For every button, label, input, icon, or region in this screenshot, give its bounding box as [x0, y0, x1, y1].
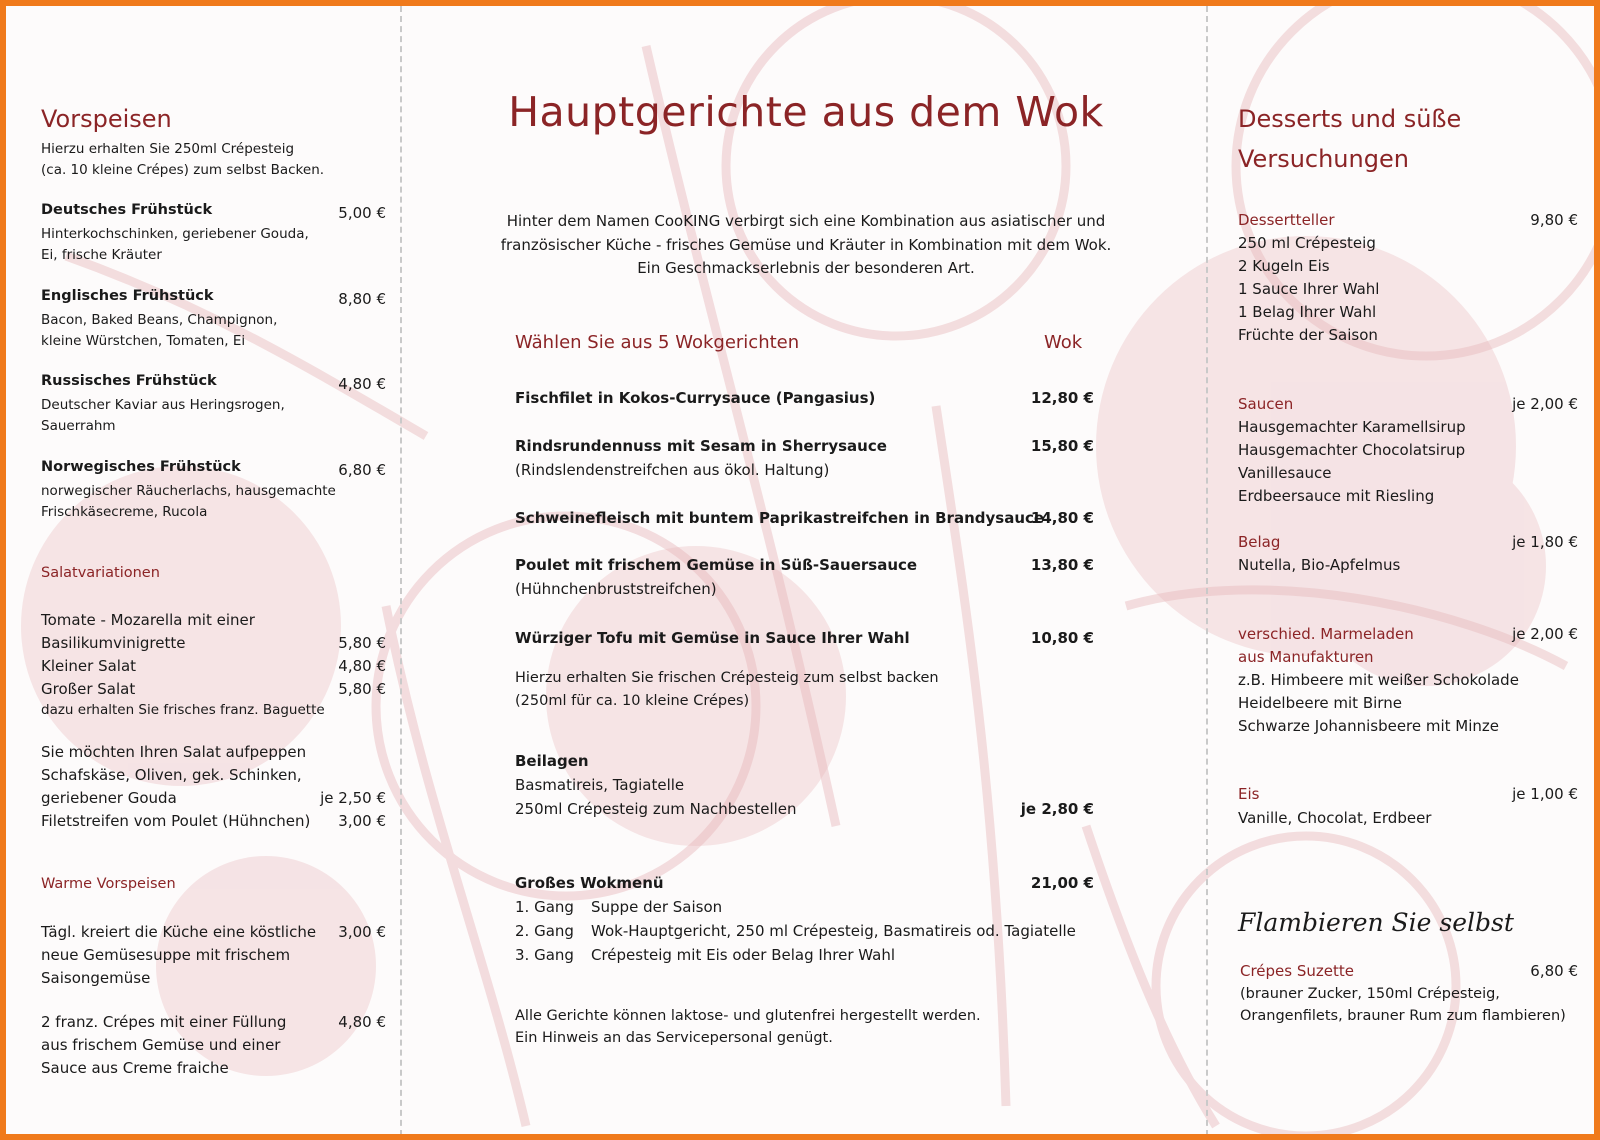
salad-line: Kleiner Salat: [41, 657, 137, 675]
dessert-section-title: verschied. Marmeladen: [1238, 625, 1414, 643]
wok-dish-name: Würziger Tofu mit Gemüse in Sauce Ihrer Wahl: [515, 629, 910, 647]
course-label: 3. Gang: [515, 946, 574, 964]
breakfast-title: Norwegisches Frühstück: [41, 459, 241, 475]
warm-starters-heading: Warme Vorspeisen: [41, 876, 176, 892]
wok-crepe-note-2: (250ml für ca. 10 kleine Crépes): [515, 693, 750, 709]
allergen-note-1: Alle Gerichte können laktose- und glutenfrei hergestellt werden.: [515, 1008, 981, 1024]
wok-dish-price: 14,80 €: [1030, 509, 1094, 527]
course-text: Wok-Hauptgericht, 250 ml Crépesteig, Basmatireis od. Tagiatelle: [591, 922, 1076, 940]
dessert-line: 250 ml Crépesteig: [1238, 234, 1376, 252]
breakfast-price: 4,80 €: [338, 375, 386, 393]
warm-item-line: Sauce aus Creme fraiche: [41, 1059, 229, 1077]
salads-heading: Salatvariationen: [41, 565, 160, 581]
warm-item-line: neue Gemüsesuppe mit frischem: [41, 946, 291, 964]
flambe-item-price: 6,80 €: [1530, 962, 1578, 980]
starters-intro-line-2: (ca. 10 kleine Crépes) zum selbst Backen.: [41, 162, 325, 178]
wok-dish-name: Rindsrundennuss mit Sesam in Sherrysauce: [515, 437, 887, 455]
fold-line-left: [400, 6, 402, 1140]
page-title: Hauptgerichte aus dem Wok: [508, 88, 1104, 136]
salad-price: 5,80 €: [338, 634, 386, 652]
dessert-line: Vanille, Chocolat, Erdbeer: [1238, 809, 1432, 827]
dessert-line: Früchte der Saison: [1238, 326, 1378, 344]
wok-dish-price: 12,80 €: [1030, 389, 1094, 407]
wok-crepe-note-1: Hierzu erhalten Sie frischen Crépesteig zum selbst backen: [515, 670, 939, 686]
breakfast-desc-1: norwegischer Räucherlachs, hausgemachte: [41, 483, 336, 499]
wok-menu-course: [515, 896, 723, 919]
dessert-section-price: je 2,00 €: [1512, 625, 1578, 643]
breakfast-title: Englisches Frühstück: [41, 288, 214, 304]
course-text: Suppe der Saison: [591, 898, 723, 916]
starters-intro-line-1: Hierzu erhalten Sie 250ml Crépesteig: [41, 141, 295, 157]
salad-extra-price: 3,00 €: [338, 812, 386, 830]
dessert-line: z.B. Himbeere mit weißer Schokolade: [1238, 671, 1519, 689]
starters-heading: Vorspeisen: [41, 105, 172, 133]
breakfast-title: Deutsches Frühstück: [41, 202, 213, 218]
dessert-section-subtitle: aus Manufakturen: [1238, 648, 1374, 666]
salad-line: Basilikumvinigrette: [41, 634, 186, 652]
allergen-note-2: Ein Hinweis an das Servicepersonal genügt.: [515, 1030, 833, 1046]
salad-extra-line: geriebener Gouda: [41, 789, 177, 807]
flambe-item-desc: Orangenfilets, brauner Rum zum flambieren): [1240, 1008, 1566, 1024]
dessert-line: Erdbeersauce mit Riesling: [1238, 487, 1435, 505]
salad-line: Tomate - Mozarella mit einer: [41, 611, 255, 629]
wok-dish-price: 10,80 €: [1030, 629, 1094, 647]
warm-item-line: Tägl. kreiert die Küche eine köstliche: [41, 923, 317, 941]
wok-dish-name: Fischfilet in Kokos-Currysauce (Pangasius): [515, 389, 876, 407]
warm-item-line: 2 franz. Crépes mit einer Füllung: [41, 1013, 287, 1031]
sides-price: je 2,80 €: [1020, 800, 1094, 818]
warm-item-price: 4,80 €: [338, 1013, 386, 1031]
dessert-line: Schwarze Johannisbeere mit Minze: [1238, 717, 1500, 735]
dessert-section-price: je 2,00 €: [1512, 395, 1578, 413]
salad-extra-line: Sie möchten Ihren Salat aufpeppen: [41, 743, 307, 761]
flambe-heading: Flambieren Sie selbst: [1238, 908, 1514, 937]
dessert-line: Vanillesauce: [1238, 464, 1332, 482]
course-label: 2. Gang: [515, 922, 574, 940]
breakfast-desc-2: kleine Würstchen, Tomaten, Ei: [41, 333, 246, 349]
wok-menu-course: [515, 920, 1076, 943]
salad-line: Großer Salat: [41, 680, 136, 698]
wok-dish-price: 13,80 €: [1030, 556, 1094, 574]
breakfast-price: 6,80 €: [338, 461, 386, 479]
dessert-section-price: je 1,00 €: [1512, 785, 1578, 803]
course-text: Crépesteig mit Eis oder Belag Ihrer Wahl: [591, 946, 896, 964]
salad-note: dazu erhalten Sie frisches franz. Baguette: [41, 702, 325, 718]
wok-menu-heading: Großes Wokmenü: [515, 874, 664, 892]
dessert-line: 1 Sauce Ihrer Wahl: [1238, 280, 1380, 298]
warm-item-price: 3,00 €: [338, 923, 386, 941]
dessert-section-title: Dessertteller: [1238, 211, 1335, 229]
dessert-section-title: Saucen: [1238, 395, 1294, 413]
flambe-item-title: Crépes Suzette: [1240, 962, 1354, 980]
wok-dish-name: Poulet mit frischem Gemüse in Süß-Sauersauce: [515, 556, 918, 574]
dessert-line: 1 Belag Ihrer Wahl: [1238, 303, 1377, 321]
wok-intro-line-2: französischer Küche - frisches Gemüse und Kräuter in Kombination mit dem Wok.: [500, 236, 1112, 254]
salad-price: 4,80 €: [338, 657, 386, 675]
warm-item-line: Saisongemüse: [41, 969, 151, 987]
salad-extra-line: Filetstreifen vom Poulet (Hühnchen): [41, 812, 311, 830]
wok-column-label: Wok: [1044, 332, 1083, 353]
breakfast-desc-1: Bacon, Baked Beans, Champignon,: [41, 312, 278, 328]
breakfast-title: Russisches Frühstück: [41, 373, 217, 389]
wok-dish-name: Schweinefleisch mit buntem Paprikastreifchen in Brandysauce: [515, 509, 1045, 527]
course-label: 1. Gang: [515, 898, 574, 916]
wok-choose-heading: Wählen Sie aus 5 Wokgerichten: [515, 332, 800, 353]
salad-extra-price: je 2,50 €: [320, 789, 386, 807]
breakfast-price: 8,80 €: [338, 290, 386, 308]
wok-dish-price: 15,80 €: [1030, 437, 1094, 455]
wok-menu-price: 21,00 €: [1030, 874, 1094, 892]
sides-line: Basmatireis, Tagiatelle: [515, 776, 685, 794]
wok-intro-line-1: Hinter dem Namen CooKING verbirgt sich eine Kombination aus asiatischer und: [506, 212, 1106, 230]
salad-price: 5,80 €: [338, 680, 386, 698]
sides-heading: Beilagen: [515, 752, 589, 770]
salad-extra-line: Schafskäse, Oliven, gek. Schinken,: [41, 766, 302, 784]
dessert-line: Heidelbeere mit Birne: [1238, 694, 1402, 712]
desserts-heading-line-1: Desserts und süße: [1238, 105, 1462, 133]
fold-line-right: [1206, 6, 1208, 1140]
breakfast-desc-2: Frischkäsecreme, Rucola: [41, 504, 208, 520]
breakfast-desc-1: Deutscher Kaviar aus Heringsrogen,: [41, 397, 285, 413]
desserts-heading-line-2: Versuchungen: [1238, 145, 1409, 173]
breakfast-desc-1: Hinterkochschinken, geriebener Gouda,: [41, 226, 309, 242]
wok-menu-course: [515, 944, 896, 967]
breakfast-desc-2: Ei, frische Kräuter: [41, 247, 162, 263]
wok-dish-note: (Hühnchenbruststreifchen): [515, 580, 717, 598]
breakfast-desc-2: Sauerrahm: [41, 418, 116, 434]
dessert-section-title: Eis: [1238, 785, 1260, 803]
sides-line: 250ml Crépesteig zum Nachbestellen: [515, 800, 797, 818]
dessert-line: 2 Kugeln Eis: [1238, 257, 1330, 275]
dessert-section-price: 9,80 €: [1530, 211, 1578, 229]
dessert-section-price: je 1,80 €: [1512, 533, 1578, 551]
breakfast-price: 5,00 €: [338, 204, 386, 222]
wok-dish-note: (Rindslendenstreifchen aus ökol. Haltung): [515, 461, 830, 479]
dessert-section-title: Belag: [1238, 533, 1281, 551]
warm-item-line: aus frischem Gemüse und einer: [41, 1036, 281, 1054]
wok-intro-line-3: Ein Geschmackserlebnis der besonderen Art.: [637, 259, 975, 277]
dessert-line: Nutella, Bio-Apfelmus: [1238, 556, 1401, 574]
flambe-item-desc: (brauner Zucker, 150ml Crépesteig,: [1240, 986, 1500, 1002]
dessert-line: Hausgemachter Chocolatsirup: [1238, 441, 1466, 459]
dessert-line: Hausgemachter Karamellsirup: [1238, 418, 1466, 436]
